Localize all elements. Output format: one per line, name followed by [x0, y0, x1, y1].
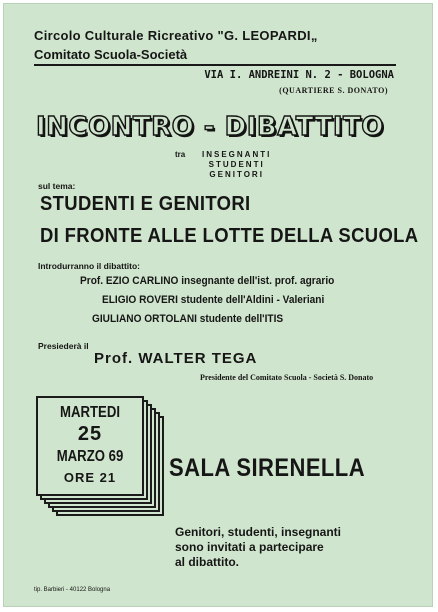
chair-name: Prof. WALTER TEGA	[94, 350, 258, 367]
date-box	[36, 396, 163, 512]
speaker-item: GIULIANO ORTOLANI studente dell'ITIS	[92, 313, 284, 325]
among-label: tra	[175, 150, 186, 159]
day-number: 25	[77, 423, 103, 445]
printer-credit: tip. Barbieri - 40122 Bologna	[34, 587, 111, 593]
topic-line-2: DI FRONTE ALLE LOTTE DELLA SCUOLA	[40, 224, 419, 247]
weekday: MARTEDI	[59, 404, 121, 421]
audience-list	[202, 150, 271, 180]
invitation-text	[175, 525, 341, 570]
month-year: MARZO 69	[56, 448, 124, 465]
audience-item: GENITORI	[209, 170, 264, 179]
audience-item: INSEGNANTI	[202, 150, 272, 159]
invitation-line: Genitori, studenti, insegnanti	[175, 525, 342, 539]
district: (QUARTIERE S. DONATO)	[279, 86, 388, 95]
organization-name: Circolo Culturale Ricreativo "G. LEOPARDI„	[34, 28, 318, 43]
event-time: ORE 21	[63, 470, 117, 485]
speaker-item: Prof. EZIO CARLINO insegnante dell'ist. prof. agrario	[80, 275, 335, 287]
date-box-front	[36, 396, 144, 496]
speaker-item: ELIGIO ROVERI studente dell'Aldini - Valeriani	[102, 294, 325, 306]
speakers-label: Introdurranno il dibattito:	[38, 261, 140, 271]
topic-label: sul tema:	[38, 181, 76, 191]
header-divider	[34, 64, 396, 66]
invitation-line: sono invitati a partecipare	[175, 540, 324, 554]
audience-item: STUDENTI	[208, 160, 265, 169]
poster-sheet	[3, 3, 433, 607]
address: VIA I. ANDREINI N. 2 - BOLOGNA	[204, 69, 394, 81]
chair-label: Presiederà il	[38, 341, 89, 351]
event-title: INCONTRO - DIBATTITO	[36, 112, 384, 142]
topic-line-1: STUDENTI E GENITORI	[40, 192, 251, 215]
chair-role: Presidente del Comitato Scuola - Società S. Donato	[200, 373, 374, 382]
venue-name: SALA SIRENELLA	[169, 454, 366, 482]
committee-name: Comitato Scuola-Società	[34, 47, 188, 62]
invitation-line: al dibattito.	[175, 555, 239, 569]
